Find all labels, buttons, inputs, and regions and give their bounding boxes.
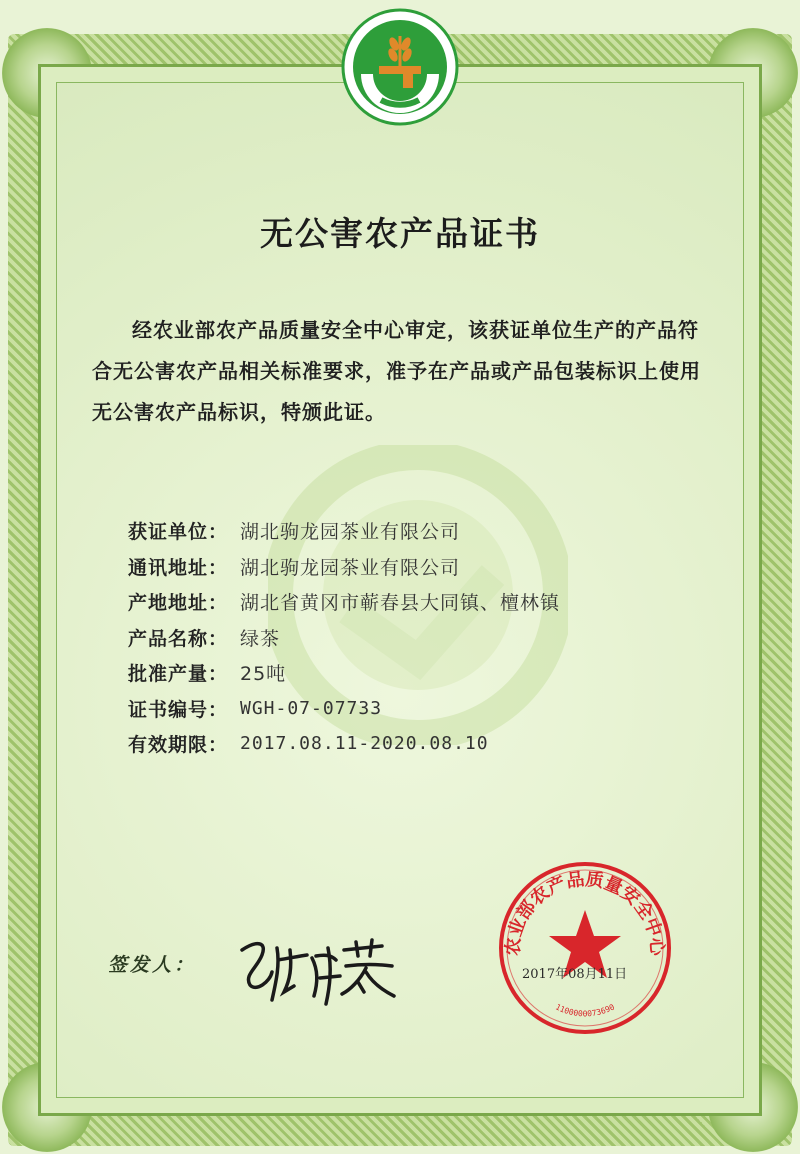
certificate-title: 无公害农产品证书 bbox=[260, 214, 540, 253]
detail-row-volume bbox=[128, 655, 688, 691]
detail-row-cert-no bbox=[128, 691, 688, 727]
detail-value: 湖北驹龙园茶业有限公司 bbox=[240, 556, 461, 579]
seal-number: 1100000073690 bbox=[553, 1002, 617, 1019]
detail-row-address bbox=[128, 549, 688, 585]
detail-label: 有效期限： bbox=[128, 734, 229, 757]
detail-value: WGH-07-07733 bbox=[240, 697, 383, 719]
detail-label: 产地地址： bbox=[128, 592, 229, 615]
certificate-statement bbox=[92, 310, 712, 433]
detail-row-origin bbox=[128, 584, 688, 620]
statement-text: 经农业部农产品质量安全中心审定，该获证单位生产的产品符合无公害农产品相关标准要求，准予在产品或产品包装标识上使用无公害农产品标识，特颁此证。 bbox=[92, 318, 701, 424]
detail-value: 湖北驹龙园茶业有限公司 bbox=[240, 521, 461, 544]
detail-label: 产品名称： bbox=[128, 627, 229, 650]
detail-row-unit bbox=[128, 513, 688, 549]
issue-date: 2017年08月11日 bbox=[522, 967, 628, 982]
seal-text: 农业部农产品质量安全中心 bbox=[502, 868, 668, 957]
wheat-logo-icon bbox=[341, 8, 459, 126]
detail-value: 绿茶 bbox=[240, 627, 281, 650]
handwritten-signature bbox=[232, 920, 402, 1010]
detail-label: 证书编号： bbox=[128, 698, 229, 721]
certificate-details bbox=[128, 513, 688, 762]
detail-label: 批准产量： bbox=[128, 663, 229, 686]
detail-value: 湖北省黄冈市蕲春县大同镇、檀林镇 bbox=[240, 592, 561, 615]
detail-value: 2017.08.11-2020.08.10 bbox=[240, 733, 489, 755]
detail-label: 通讯地址： bbox=[128, 556, 229, 579]
detail-label: 获证单位： bbox=[128, 521, 229, 544]
official-seal bbox=[495, 858, 675, 1038]
detail-row-product bbox=[128, 620, 688, 656]
signer-label: 签发人： bbox=[108, 954, 197, 976]
detail-row-validity bbox=[128, 726, 688, 762]
detail-value: 25吨 bbox=[240, 663, 287, 686]
